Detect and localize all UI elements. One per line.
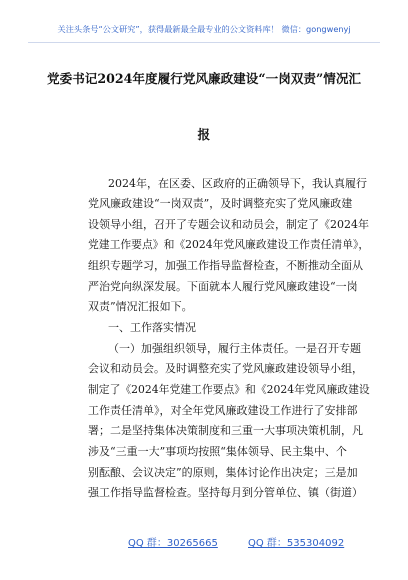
body-line: 组织专题学习，加强工作指导监督检查，不断推动全面从 [88, 259, 363, 272]
body-line: 涉及“三重一大”事项均按照“集体领导、民主集中、个 [88, 445, 347, 458]
body-line: （一）加强组织领导，履行主体责任。一是召开专题 [108, 342, 361, 355]
header-divider [28, 42, 380, 43]
body-line: 党建工作要点》和《2024年党风廉政建设工作责任清单》， [88, 238, 370, 251]
body-line: 制定了《2024年党建工作要点》和《2024年党风廉政建设 [88, 383, 370, 396]
footer [0, 534, 408, 550]
header-banner: 关注头条号“公文研究”，获得最新最全最专业的公文资料库！ 微信：gongwenyj [57, 24, 351, 34]
body-line: 工作责任清单》，对全年党风廉政建设工作进行了安排部 [88, 404, 358, 417]
body-line: 双责”情况汇报如下。 [88, 300, 193, 313]
body-line: 严治党向纵深发展。下面就本人履行党风廉政建设“一岗 [88, 280, 358, 293]
document-title-line-1: 党委书记2024年度履行党风廉政建设“一岗双责”情况汇 [47, 71, 362, 86]
body-line: 会议和动员会。及时调整充实了党风廉政建设领导小组， [88, 362, 363, 375]
body-line: 别酝酿、会议决定”的原则，集体讨论作出决定；三是加 [88, 466, 358, 479]
body-line: 强工作指导监督检查。坚持每月到分管单位、镇（街道） [88, 486, 363, 499]
body-line: 署；二是坚持集体决策制度和三重一大事项决策机制，凡 [88, 424, 363, 437]
qq-group-link-1[interactable]: QQ 群：30265665 [128, 538, 218, 549]
body-line: 设领导小组，召开了专题会议和动员会，制定了《2024年 [88, 218, 369, 231]
section-heading: 一、工作落实情况 [108, 321, 196, 334]
qq-group-link-2[interactable]: QQ 群：535304092 [248, 538, 345, 549]
body-line: 2024年，在区委、区政府的正确领导下，我认真履行 [108, 177, 367, 190]
document-title-line-2: 报 [197, 127, 211, 142]
body-line: 党风廉政建设“一岗双责”，及时调整充实了党风廉政建 [88, 197, 353, 210]
